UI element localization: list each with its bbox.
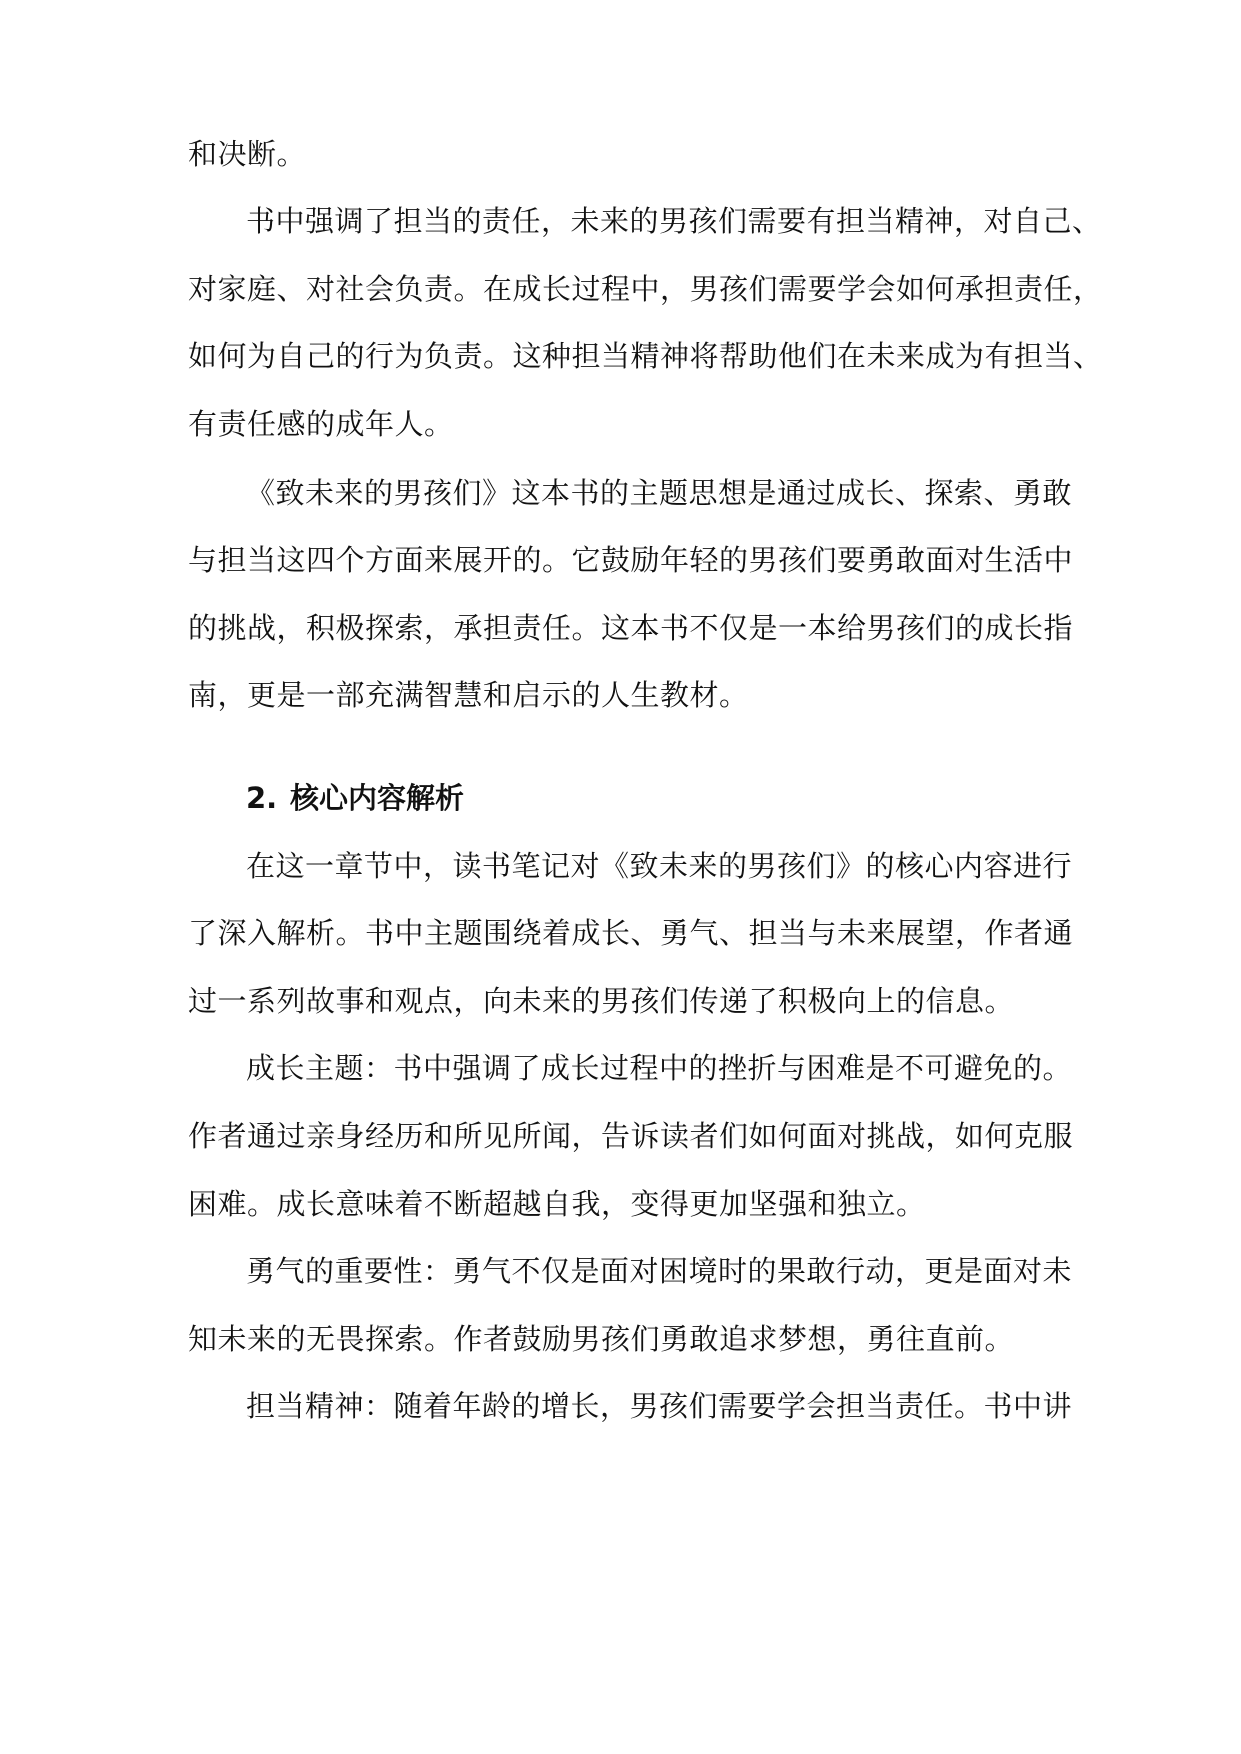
text-line: 南，更是一部充满智慧和启示的人生教材。	[188, 678, 749, 712]
text-line: 有责任感的成年人。	[188, 407, 454, 441]
section-title: 核心内容解析	[290, 781, 465, 815]
text-line: 了深入解析。书中主题围绕着成长、勇气、担当与未来展望，作者通	[188, 916, 1074, 950]
paragraph-first-line: 成长主题：书中强调了成长过程中的挫折与困难是不可避免的。	[246, 1051, 1073, 1085]
paragraph-first-line: 在这一章节中，读书笔记对《致未来的男孩们》的核心内容进行	[246, 849, 1073, 883]
text-line: 知未来的无畏探索。作者鼓励男孩们勇敢追求梦想，勇往直前。	[188, 1322, 1015, 1356]
text-line: 对家庭、对社会负责。在成长过程中，男孩们需要学会如何承担责任，	[188, 272, 1103, 306]
text-line: 困难。成长意味着不断超越自我，变得更加坚强和独立。	[188, 1187, 926, 1221]
paragraph-first-line: 《致未来的男孩们》这本书的主题思想是通过成长、探索、勇敢	[246, 476, 1073, 510]
section-heading	[246, 778, 464, 818]
text-line: 和决断。	[188, 137, 307, 171]
text-line: 的挑战，积极探索，承担责任。这本书不仅是一本给男孩们的成长指	[188, 611, 1074, 645]
text-line: 如何为自己的行为负责。这种担当精神将帮助他们在未来成为有担当、	[188, 339, 1103, 373]
paragraph-first-line: 担当精神：随着年龄的增长，男孩们需要学会担当责任。书中讲	[246, 1389, 1073, 1423]
section-number: 2.	[246, 781, 278, 815]
text-line: 过一系列故事和观点，向未来的男孩们传递了积极向上的信息。	[188, 984, 1015, 1018]
text-line: 作者通过亲身经历和所见所闻，告诉读者们如何面对挑战，如何克服	[188, 1119, 1074, 1153]
paragraph-first-line: 勇气的重要性：勇气不仅是面对困境时的果敢行动，更是面对未	[246, 1254, 1073, 1288]
text-line: 与担当这四个方面来展开的。它鼓励年轻的男孩们要勇敢面对生活中	[188, 543, 1074, 577]
paragraph-first-line: 书中强调了担当的责任，未来的男孩们需要有担当精神，对自己、	[246, 204, 1102, 238]
